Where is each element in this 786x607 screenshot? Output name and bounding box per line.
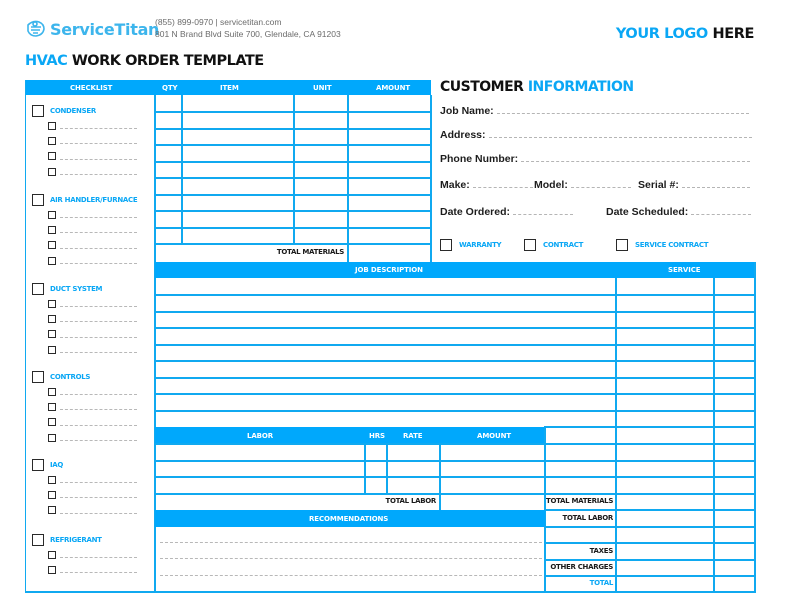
materials-row-line (155, 210, 431, 212)
job-description-header: JOB DESCRIPTION (355, 266, 423, 274)
total-labor-label: TOTAL LABOR (385, 497, 436, 505)
job-name-line[interactable] (497, 113, 749, 114)
customer-info-title (440, 79, 634, 95)
job-description-header-bar (155, 262, 756, 278)
qty-col-line (181, 95, 183, 244)
job-name-label: Job Name: (440, 105, 494, 117)
labor-row-line (155, 443, 755, 445)
checkbox[interactable] (48, 388, 56, 396)
labor-row-line (155, 493, 755, 495)
checkbox[interactable] (48, 241, 56, 249)
checklist-group-condenser (32, 104, 137, 179)
checklist-group-controls (32, 370, 137, 445)
service-col-line (615, 278, 617, 593)
checklist-group-air-handler (32, 193, 137, 268)
job-row-line (155, 327, 755, 329)
rate-col-line (386, 444, 388, 494)
phone-website: (855) 899-0970 | servicetitan.com (155, 17, 282, 27)
blank-line[interactable] (60, 174, 137, 175)
item-header: ITEM (220, 83, 239, 92)
blank-line[interactable] (60, 440, 137, 441)
materials-row-line (155, 111, 431, 113)
recommendations-header-bar (155, 510, 545, 527)
labor-header: LABOR (247, 431, 274, 440)
job-row-line (155, 360, 755, 362)
checkbox[interactable] (48, 551, 56, 559)
blank-line[interactable] (60, 557, 137, 558)
recommendation-line[interactable] (160, 575, 542, 576)
phone-number-field[interactable] (440, 153, 750, 165)
total-materials-label: TOTAL MATERIALS (276, 248, 344, 256)
materials-row-line (155, 194, 431, 196)
materials-row-line (155, 243, 431, 245)
blank-line[interactable] (60, 572, 137, 573)
materials-row-line (155, 144, 431, 146)
checkbox[interactable] (48, 315, 56, 323)
model-line[interactable] (571, 187, 631, 188)
checklist-group-label: DUCT SYSTEM (50, 285, 103, 293)
date-ordered-field[interactable] (440, 206, 573, 218)
item-col-line (293, 95, 295, 244)
date-scheduled-line[interactable] (691, 214, 751, 215)
summary-total-label: TOTAL (589, 579, 613, 587)
checkbox[interactable] (48, 506, 56, 514)
serial-line[interactable] (682, 187, 750, 188)
checklist-header: CHECKLIST (70, 83, 113, 92)
blank-line[interactable] (60, 337, 137, 338)
summary-other-charges-label: OTHER CHARGES (550, 563, 613, 571)
summary-row-line (544, 509, 755, 511)
address-label: Address: (440, 129, 486, 141)
amount-header: AMOUNT (376, 83, 411, 92)
materials-row-line (155, 128, 431, 130)
date-ordered-line[interactable] (513, 214, 573, 215)
page-title-blue: HVAC (25, 53, 68, 69)
job-row-line (155, 393, 755, 395)
brand-name: ServiceTitan (50, 19, 160, 39)
summary-row-line (544, 526, 755, 528)
service-contract-checkbox[interactable] (616, 239, 708, 251)
checklist-group-duct-system (32, 282, 137, 357)
checklist-group-label: CONTROLS (50, 373, 91, 381)
materials-row-line (155, 177, 431, 179)
checkbox[interactable] (32, 371, 44, 383)
checkbox[interactable] (48, 211, 56, 219)
make-label: Make: (440, 179, 470, 191)
checkbox[interactable] (32, 283, 44, 295)
blank-line[interactable] (60, 394, 137, 395)
checkbox[interactable] (48, 418, 56, 426)
checkbox[interactable] (48, 491, 56, 499)
checkbox[interactable] (524, 239, 536, 251)
page-title-black: WORK ORDER TEMPLATE (71, 53, 264, 69)
job-row-line (155, 344, 755, 346)
warranty-label: WARRANTY (459, 241, 502, 249)
blank-line[interactable] (60, 143, 137, 144)
checklist-group-refrigerant (32, 533, 137, 578)
checkbox[interactable] (32, 105, 44, 117)
address-field[interactable] (440, 129, 752, 141)
serial-field[interactable] (638, 179, 750, 191)
labor-amount-header: AMOUNT (477, 431, 512, 440)
customer-title-black: CUSTOMER (440, 79, 524, 95)
materials-row-line (155, 227, 431, 229)
unit-col-line (347, 95, 349, 262)
checkbox[interactable] (48, 152, 56, 160)
blank-line[interactable] (60, 263, 137, 264)
checkbox[interactable] (32, 459, 44, 471)
checklist-group-label: AIR HANDLER/FURNACE (50, 196, 138, 204)
job-row-line (155, 410, 755, 412)
summary-row-line (544, 542, 755, 544)
date-scheduled-field[interactable] (606, 206, 751, 218)
your-logo-text-blue: YOUR LOGO (615, 26, 708, 42)
form-bottom-border (25, 591, 756, 593)
model-field[interactable] (534, 179, 631, 191)
checkbox[interactable] (48, 168, 56, 176)
job-name-field[interactable] (440, 105, 749, 117)
job-row-line (544, 426, 755, 428)
contract-checkbox[interactable] (524, 239, 583, 251)
phone-number-label: Phone Number: (440, 153, 519, 165)
summary-taxes-label: TAXES (589, 547, 613, 555)
blank-line[interactable] (60, 409, 137, 410)
checklist-group-label: REFRIGERANT (50, 536, 102, 544)
blank-line[interactable] (60, 217, 137, 218)
checkbox[interactable] (48, 226, 56, 234)
checkbox[interactable] (48, 434, 56, 442)
blank-line[interactable] (60, 321, 137, 322)
materials-right-border (430, 95, 432, 262)
make-field[interactable] (440, 179, 533, 191)
your-logo-placeholder (616, 26, 754, 42)
your-logo-text-black: HERE (712, 26, 754, 42)
warranty-checkbox[interactable] (440, 239, 501, 251)
serial-label: Serial #: (638, 179, 679, 191)
labor-header-bar (155, 427, 545, 444)
hrs-col-line (364, 444, 366, 494)
blank-line[interactable] (60, 425, 137, 426)
hrs-header: HRS (369, 431, 385, 440)
checkbox[interactable] (48, 257, 56, 265)
make-line[interactable] (473, 187, 533, 188)
checkbox[interactable] (48, 566, 56, 574)
checklist-group-label: IAQ (50, 461, 64, 469)
blank-line[interactable] (60, 159, 137, 160)
service-contract-label: SERVICE CONTRACT (635, 241, 709, 249)
contract-label: CONTRACT (543, 241, 584, 249)
phone-number-line[interactable] (521, 161, 750, 162)
page-title (25, 53, 264, 69)
company-contact (155, 16, 341, 40)
blank-line[interactable] (60, 232, 137, 233)
blank-line[interactable] (60, 128, 137, 129)
summary-total-materials-label: TOTAL MATERIALS (546, 497, 614, 505)
blank-line[interactable] (60, 248, 137, 249)
company-address: 801 N Brand Blvd Suite 700, Glendale, CA 91203 (155, 29, 341, 39)
checkbox[interactable] (616, 239, 628, 251)
labor-row-line (155, 476, 755, 478)
checkbox[interactable] (48, 476, 56, 484)
blank-line[interactable] (60, 497, 137, 498)
blank-line[interactable] (60, 482, 137, 483)
job-row-line (155, 294, 755, 296)
unit-header: UNIT (313, 83, 332, 92)
checkbox[interactable] (32, 194, 44, 206)
blank-line[interactable] (60, 513, 137, 514)
qty-header: QTY (162, 83, 178, 92)
summary-row-line (544, 559, 755, 561)
recommendations-header: RECOMMENDATIONS (309, 514, 389, 523)
rate-header: RATE (403, 431, 423, 440)
blank-line[interactable] (60, 306, 137, 307)
materials-row-line (155, 161, 431, 163)
checkbox[interactable] (32, 534, 44, 546)
customer-title-blue: INFORMATION (527, 79, 634, 95)
job-row-line (155, 311, 755, 313)
checklist-group-label: CONDENSER (50, 107, 96, 115)
checkbox[interactable] (48, 122, 56, 130)
checkbox[interactable] (48, 330, 56, 338)
recommendation-line[interactable] (160, 558, 542, 559)
checkbox[interactable] (48, 300, 56, 308)
service-header: SERVICE (668, 266, 701, 274)
blank-line[interactable] (60, 352, 137, 353)
checkbox[interactable] (440, 239, 452, 251)
summary-total-labor-label: TOTAL LABOR (562, 514, 613, 522)
date-scheduled-label: Date Scheduled: (606, 206, 689, 218)
checklist-group-iaq (32, 458, 137, 518)
checkbox[interactable] (48, 403, 56, 411)
model-label: Model: (534, 179, 568, 191)
summary-row-line (544, 575, 755, 577)
labor-row-line (155, 460, 755, 462)
date-ordered-label: Date Ordered: (440, 206, 511, 218)
job-row-line (155, 377, 755, 379)
recommendation-line[interactable] (160, 542, 542, 543)
servicetitan-logo-icon (25, 19, 47, 39)
checkbox[interactable] (48, 137, 56, 145)
checkbox[interactable] (48, 346, 56, 354)
service-amount-col-line (713, 278, 715, 593)
brand-logo (25, 16, 159, 42)
address-line[interactable] (489, 137, 752, 138)
